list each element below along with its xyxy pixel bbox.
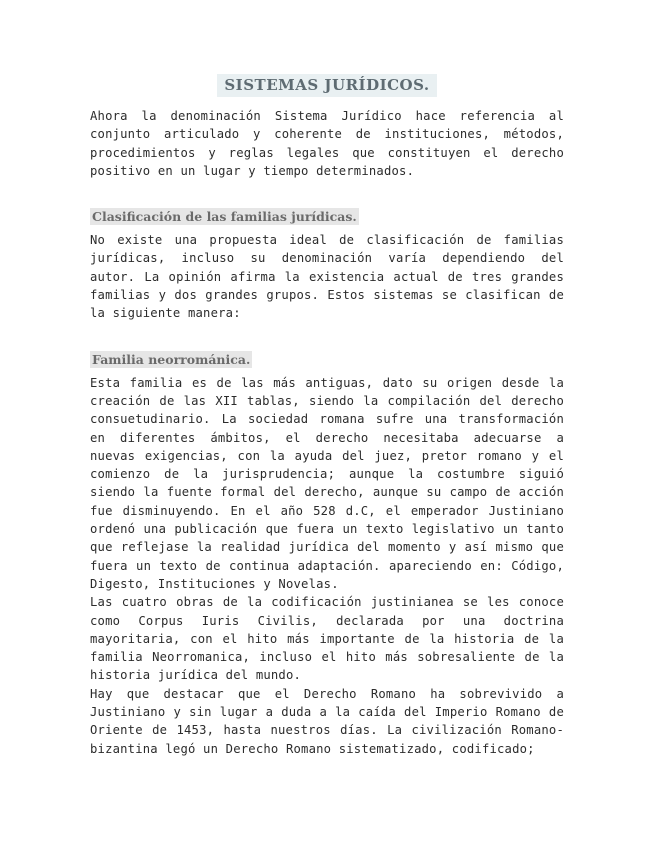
page-title: SISTEMAS JURÍDICOS. [217,74,436,97]
classification-paragraph: No existe una propuesta ideal de clasificación de familias jurídicas, incluso su denominación varía dependiendo del autor. La opinión afirma la existencia actual de tres grandes familias y dos grandes grupos. Estos sistemas se clasifican de la siguiente manera: [90,233,564,321]
section-classification [90,180,564,322]
neorromanica-paragraph-1: Esta familia es de las más antiguas, dato su origen desde la creación de las XII tablas, siendo la compilación del derecho consuetudinario. La sociedad romana sufre una transformación en diferentes ámbitos, el derecho necesitaba adecuarse a nuevas exigencias, con la ayuda del juez, pretor romano y el comienzo de la jurisprudencia; aunque la costumbre siguió siendo la fuente formal del derecho, aunque su campo de acción fue disminuyendo. En el año 528 d.C, el emperador Justiniano ordenó una publicación que fuera un texto legislativo un tanto que reflejase la realidad jurídica del momento y así mismo que fuera un texto de continua adaptación. apareciendo en: Código, Digesto, Instituciones y Novelas. [90,375,564,591]
neorromanica-paragraph-3: Hay que destacar que el Derecho Romano ha sobrevivido a Justiniano y sin lugar a duda a la caída del Imperio Romano de Oriente de 1453, hasta nuestros días. La civilización Romano-bizantina legó un Derecho Romano sistematizado, codificado; [90,686,564,756]
intro-paragraph: Ahora la denominación Sistema Jurídico hace referencia al conjunto articulado y coherente de instituciones, métodos, procedimientos y reglas legales que constituyen el derecho positivo en un lugar y tiempo determinados. [90,109,564,178]
section-neorromanica [90,323,564,758]
neorromanica-paragraph-2: Las cuatro obras de la codificación justinianea se les conoce como Corpus Iuris Civilis, declarada por una doctrina mayoritaria, con el hito más importante de la historia de la familia Neorromanica, incluso el hito más sobresaliente de la historia jurídica del mundo. [90,595,564,683]
document-page [90,74,564,758]
section-heading-neorromanica: Familia neorrománica. [92,351,251,367]
title-wrapper [90,74,564,97]
section-heading-classification: Clasificación de las familias jurídicas. [92,209,357,225]
